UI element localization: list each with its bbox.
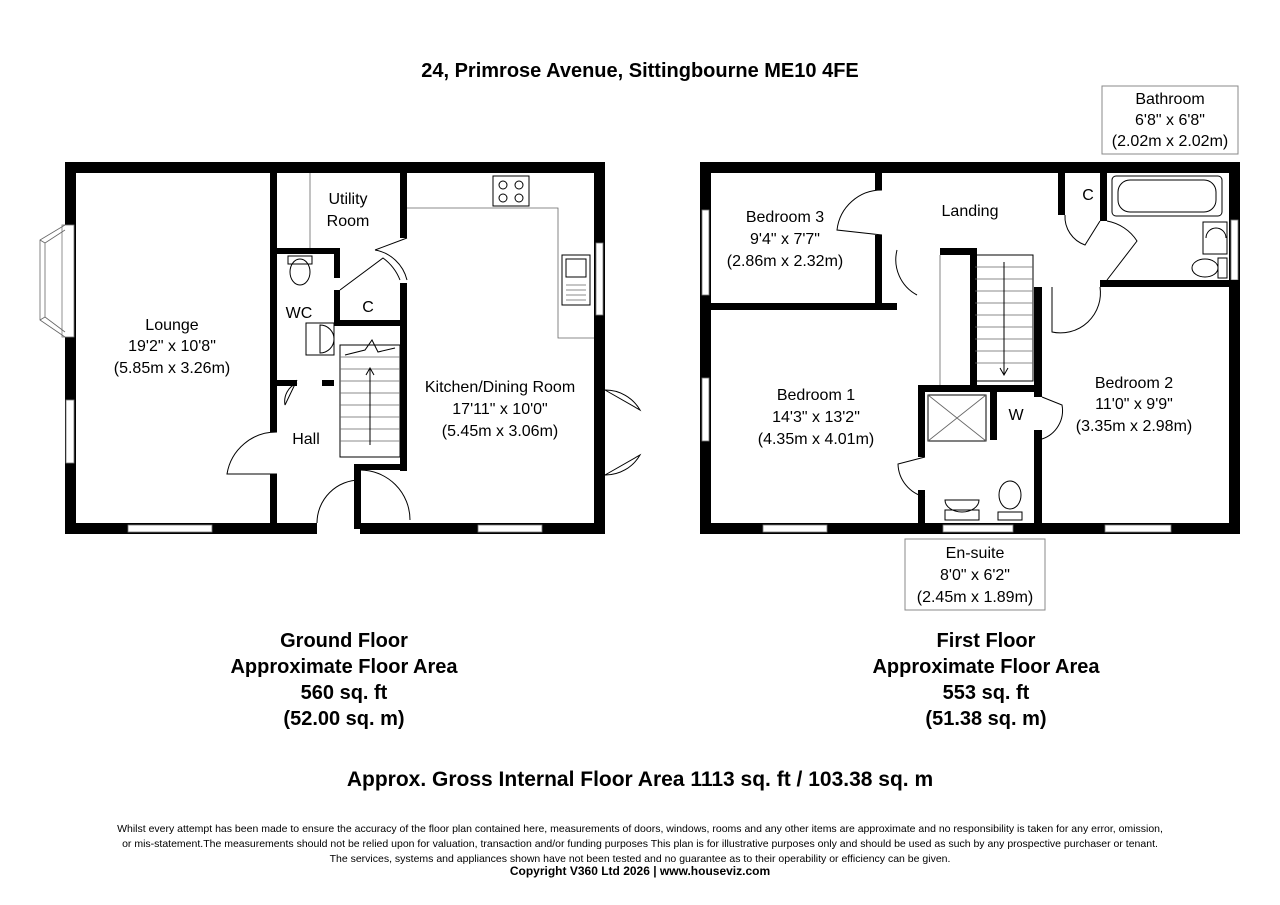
disclaimer-line: or mis-statement.The measurements should not be relied upon for valuation, transaction and/or funding purposes This plan is for illustrative purposes only and should be used as such by any prospective purchaser or tenant.: [122, 838, 1158, 850]
ground-floor-area-sqft: 560 sq. ft: [300, 682, 388, 704]
ground-floor-area-caption: Approximate Floor Area: [230, 656, 458, 678]
room-ensuite-label: [905, 539, 1045, 610]
room-kitchen-label: [425, 379, 575, 440]
first-floor-area-caption: Approximate Floor Area: [872, 656, 1100, 678]
ground-floor-heading: Ground Floor: [280, 630, 408, 652]
room-bedroom1-label: [758, 387, 874, 448]
svg-text:Bedroom 3: Bedroom 3: [745, 209, 825, 226]
room-wc-label: WC: [285, 305, 313, 322]
first-floor-heading: First Floor: [936, 630, 1036, 652]
svg-text:11'0" x 9'9": 11'0" x 9'9": [1095, 396, 1173, 413]
svg-text:(4.35m x 4.01m): (4.35m x 4.01m): [757, 431, 875, 448]
svg-text:19'2" x 10'8": 19'2" x 10'8": [128, 338, 216, 355]
room-cupboard-first-label: C: [1082, 187, 1094, 204]
room-utility-label: [327, 191, 370, 230]
disclaimer-text: [60, 822, 1220, 867]
ground-floor-area-summary: [144, 628, 544, 732]
svg-text:(3.35m x 2.98m): (3.35m x 2.98m): [1075, 418, 1193, 435]
svg-text:14'3" x 13'2": 14'3" x 13'2": [772, 409, 860, 426]
svg-text:Bathroom: Bathroom: [1135, 91, 1205, 108]
svg-text:6'8" x 6'8": 6'8" x 6'8": [1135, 112, 1205, 129]
first-floor-area-summary: [786, 628, 1186, 732]
svg-text:Utility: Utility: [328, 191, 368, 208]
svg-text:(5.85m x 3.26m): (5.85m x 3.26m): [113, 360, 231, 377]
copyright-notice: Copyright V360 Ltd 2026 | www.houseviz.com: [509, 864, 771, 878]
first-floor-area-sqft: 553 sq. ft: [942, 682, 1030, 704]
disclaimer-line: Whilst every attempt has been made to ensure the accuracy of the floor plan contained here, measurements of doors, windows, rooms and any other items are approximate and no responsibility is taken for any error, omission,: [117, 823, 1163, 835]
svg-text:(2.86m x 2.32m): (2.86m x 2.32m): [726, 253, 844, 270]
ground-floor-area-sqm: (52.00 sq. m): [283, 708, 405, 730]
gross-internal-area: Approx. Gross Internal Floor Area 1113 sq. ft / 103.38 sq. m: [346, 768, 934, 791]
svg-text:(2.02m x 2.02m): (2.02m x 2.02m): [1111, 133, 1229, 150]
svg-text:Bedroom 2: Bedroom 2: [1094, 375, 1174, 392]
room-bathroom-label: [1102, 86, 1238, 154]
room-hall-label: Hall: [292, 431, 320, 448]
svg-text:Kitchen/Dining Room: Kitchen/Dining Room: [424, 379, 576, 396]
first-floor-area-sqm: (51.38 sq. m): [925, 708, 1047, 730]
svg-text:8'0" x 6'2": 8'0" x 6'2": [940, 567, 1010, 584]
svg-text:Bedroom 1: Bedroom 1: [776, 387, 856, 404]
svg-text:9'4" x 7'7": 9'4" x 7'7": [750, 231, 820, 248]
svg-text:En-suite: En-suite: [945, 545, 1005, 562]
svg-text:(5.45m x 3.06m): (5.45m x 3.06m): [441, 423, 559, 440]
room-landing-label: Landing: [941, 203, 999, 220]
svg-text:Lounge: Lounge: [145, 317, 199, 334]
room-bedroom2-label: [1076, 375, 1192, 435]
room-lounge-label: [114, 317, 230, 377]
svg-text:17'11" x 10'0": 17'11" x 10'0": [452, 401, 548, 418]
property-address-title: 24, Primrose Avenue, Sittingbourne ME10 4FE: [421, 60, 859, 82]
disclaimer-line: The services, systems and appliances shown have not been tested and no guarantee as to their operability or efficiency can be given.: [329, 853, 951, 865]
svg-text:Room: Room: [326, 213, 370, 230]
svg-text:(2.45m x 1.89m): (2.45m x 1.89m): [916, 589, 1034, 606]
room-bedroom3-label: [727, 209, 843, 270]
room-wardrobe-label: W: [1008, 407, 1024, 424]
room-cupboard-ground-label: C: [362, 299, 374, 316]
